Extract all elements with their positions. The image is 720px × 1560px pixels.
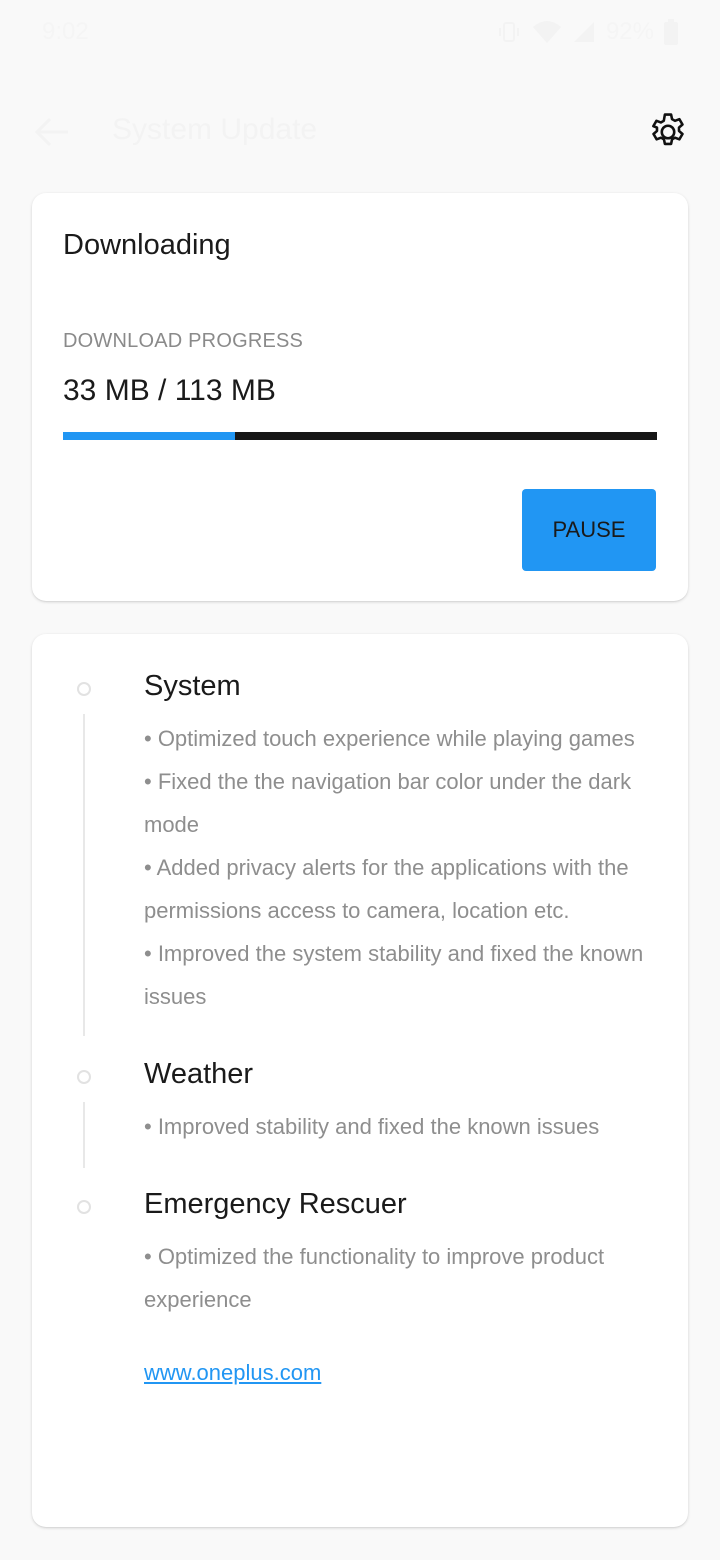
wifi-icon [532, 19, 562, 45]
note-line: • Improved the system stability and fixed the known issues [144, 941, 644, 1009]
back-arrow-icon [30, 110, 74, 154]
back-button[interactable] [30, 110, 74, 154]
timeline-dot [77, 1200, 91, 1214]
section-title-system: System [144, 670, 241, 702]
status-bar [0, 0, 720, 66]
pause-button[interactable]: PAUSE [522, 489, 656, 571]
section-body-system [144, 717, 664, 1018]
app-bar [0, 80, 720, 184]
settings-button[interactable] [646, 110, 690, 154]
page-title: System Update [112, 113, 318, 146]
timeline-dot [77, 682, 91, 696]
note-line: • Optimized touch experience while playing games [144, 726, 635, 751]
download-progress-fill [63, 432, 235, 440]
note-line: • Fixed the the navigation bar color under the dark mode [144, 769, 632, 837]
section-body-weather: • Improved stability and fixed the known issues [144, 1114, 600, 1139]
download-size-text: 33 MB / 113 MB [63, 374, 276, 407]
timeline-dot [77, 1070, 91, 1084]
download-progress-bar [63, 432, 657, 440]
download-progress-label: DOWNLOAD PROGRESS [63, 330, 304, 352]
vibrate-icon [496, 19, 522, 45]
release-notes-card [32, 634, 688, 1527]
download-status-heading: Downloading [63, 229, 231, 261]
gear-icon [646, 110, 690, 154]
note-line: • Added privacy alerts for the applications with the permissions access to camera, location etc. [144, 855, 629, 923]
section-title-emergency-rescuer: Emergency Rescuer [144, 1188, 407, 1220]
timeline-line [83, 714, 85, 1036]
status-time: 9:02 [42, 18, 89, 45]
status-icons [496, 18, 678, 46]
oneplus-link[interactable]: www.oneplus.com [144, 1360, 322, 1385]
timeline-line [83, 1102, 85, 1168]
section-body-emergency-rescuer: • Optimized the functionality to improve product experience [144, 1244, 605, 1312]
signal-icon [572, 20, 596, 44]
section-title-weather: Weather [144, 1058, 254, 1090]
battery-icon [664, 19, 678, 45]
download-card [32, 193, 688, 601]
battery-percent: 92% [605, 18, 654, 45]
